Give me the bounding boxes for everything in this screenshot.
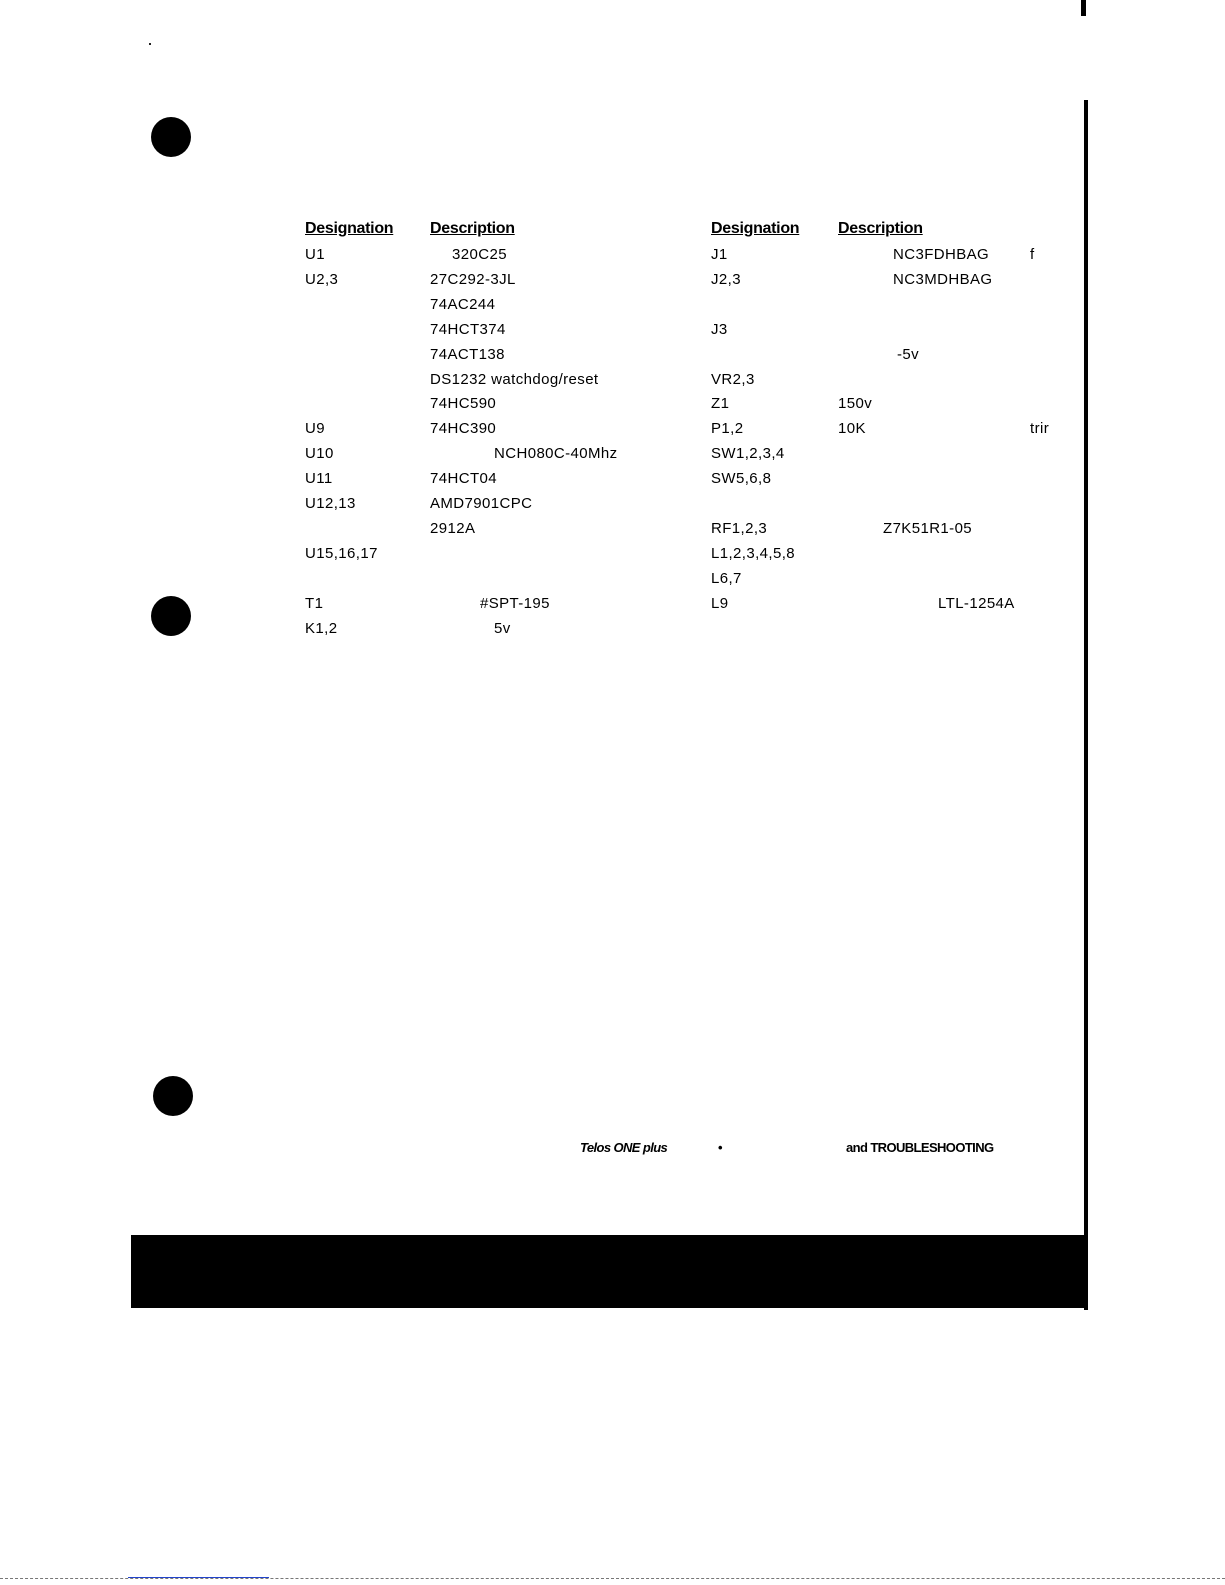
footer-section-title: and TROUBLESHOOTING (846, 1140, 994, 1155)
description-cell: AMD7901CPC (430, 495, 533, 512)
description-cell: Z7K51R1-05 (883, 519, 973, 537)
designation-cell: J2,3 (711, 270, 741, 288)
designation-cell: U1 (305, 246, 325, 263)
designation-cell: L1,2,3,4,5,8 (711, 544, 796, 562)
description-cell: #SPT-195 (480, 594, 550, 612)
designation-cell: U15,16,17 (305, 544, 378, 562)
designation-cell: J1 (711, 246, 728, 263)
footer-product-name: Telos ONE plus (580, 1140, 668, 1155)
description-cell: 5v (494, 619, 511, 637)
designation-cell: L9 (711, 594, 729, 612)
designation-cell: J3 (711, 320, 728, 338)
top-edge-mark (1081, 0, 1086, 16)
page-footer (580, 1140, 667, 1155)
left-header-description: Description (430, 220, 515, 237)
right-header-designation: Designation (711, 220, 800, 237)
left-header-designation: Designation (305, 220, 394, 237)
designation-cell: T1 (305, 594, 324, 612)
truncated-note-cell: trir (1030, 420, 1050, 438)
page-bottom-dotted-line (0, 1578, 1225, 1579)
designation-cell: U12,13 (305, 495, 356, 512)
page-bottom-link-line (128, 1577, 269, 1578)
truncated-note-cell: f (1030, 246, 1035, 263)
description-cell: NC3FDHBAG (893, 246, 990, 263)
designation-cell: K1,2 (305, 619, 338, 637)
description-cell: 74HC590 (430, 395, 497, 413)
designation-cell: U10 (305, 445, 334, 463)
designation-cell: U11 (305, 470, 333, 488)
description-cell: 74HCT374 (430, 320, 506, 338)
description-cell: 10K (838, 420, 866, 438)
punch-hole-middle (151, 596, 191, 636)
description-cell: 74HC390 (430, 420, 497, 438)
description-cell: 2912A (430, 519, 476, 537)
punch-hole-bottom (153, 1076, 193, 1116)
designation-cell: SW5,6,8 (711, 470, 772, 488)
description-cell: 27C292-3JL (430, 270, 516, 288)
description-cell: NC3MDHBAG (893, 270, 993, 288)
description-cell: 74HCT04 (430, 470, 497, 488)
description-cell: DS1232 watchdog/reset (430, 370, 599, 388)
description-cell: 320C25 (452, 246, 507, 263)
description-cell: 150v (838, 395, 873, 413)
designation-cell: U9 (305, 420, 325, 438)
description-cell: NCH080C-40Mhz (494, 445, 618, 463)
scan-speck (149, 43, 151, 45)
bottom-black-band (131, 1235, 1088, 1308)
footer-bullet: • (718, 1140, 723, 1155)
designation-cell: SW1,2,3,4 (711, 445, 785, 463)
designation-cell: L6,7 (711, 569, 742, 587)
right-header-description: Description (838, 220, 923, 237)
designation-cell: U2,3 (305, 270, 339, 288)
description-cell: LTL-1254A (938, 594, 1015, 612)
description-cell: 74AC244 (430, 295, 496, 313)
designation-cell: Z1 (711, 395, 730, 413)
designation-cell: VR2,3 (711, 370, 755, 388)
designation-cell: RF1,2,3 (711, 519, 768, 537)
right-edge-rule (1084, 100, 1088, 1310)
punch-hole-top (151, 117, 191, 157)
designation-cell: P1,2 (711, 420, 744, 438)
description-cell: -5v (897, 345, 920, 363)
description-cell: 74ACT138 (430, 345, 505, 363)
